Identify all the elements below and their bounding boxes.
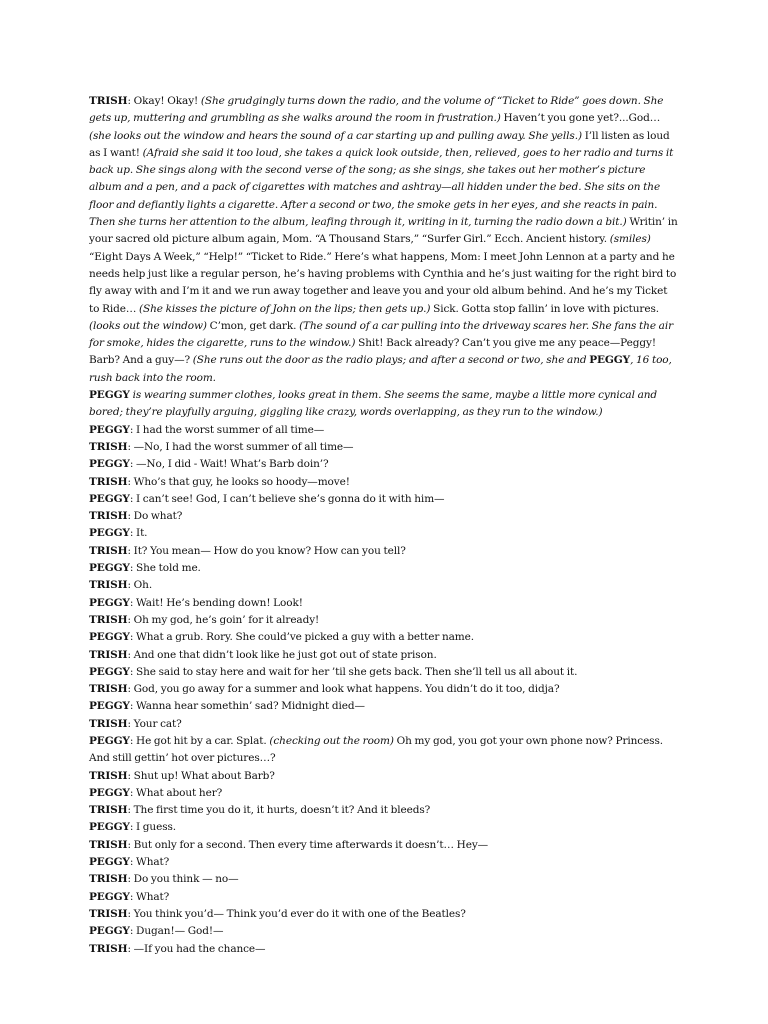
speaker-name: TRISH	[89, 95, 128, 107]
stage-direction-block	[89, 93, 679, 422]
dialogue-text: : She said to stay here and wait for her ’til she gets back. Then she’ll tell us all about it.	[129, 665, 578, 678]
dialogue-line	[89, 491, 679, 508]
dialogue-text: : She told me.	[129, 562, 201, 575]
dialogue-line	[89, 664, 679, 681]
dialogue-text: : Wait! He’s bending down! Look!	[129, 596, 303, 609]
speaker-name: TRISH	[89, 544, 128, 557]
dialogue-text: Shit! Back already? Can’t you give me any peace—Peggy! Barb? And a guy—?	[89, 337, 656, 367]
dialogue-text: : Wanna hear somethin’ sad? Midnight died—	[129, 700, 365, 713]
speaker-name: PEGGY	[89, 492, 130, 505]
speaker-name: PEGGY	[89, 562, 130, 575]
stage-direction: (checking out the room)	[269, 734, 394, 747]
intro-paragraph	[89, 387, 679, 422]
dialogue-text: : —If you had the chance—	[127, 942, 266, 955]
dialogue-text: : It? You mean— How do you know? How can you tell?	[127, 544, 406, 557]
speaker-name: TRISH	[89, 717, 128, 730]
dialogue-text: I’ll listen as loud as I want!	[89, 129, 670, 159]
dialogue-text: : Okay! Okay!	[127, 95, 201, 107]
speaker-name: PEGGY	[89, 458, 130, 471]
dialogue-text: Oh my god, you got your own phone now? Princess.	[393, 734, 663, 747]
dialogue-line	[89, 837, 679, 854]
dialogue-text: : But only for a second. Then every time afterwards it doesn’t… Hey—	[127, 838, 489, 851]
speaker-name: TRISH	[89, 769, 128, 782]
speaker-name: PEGGY	[89, 389, 130, 402]
speaker-name: PEGGY	[89, 821, 130, 834]
dialogue-text: And still gettin’ hot over pictures…?	[89, 752, 276, 765]
speaker-name: PEGGY	[589, 354, 631, 367]
dialogue-text: Haven’t you gone yet?...God…	[500, 112, 661, 125]
dialogue-text: Sick. Gotta stop fallin’ in love with pictures.	[430, 302, 659, 315]
dialogue-text: : I had the worst summer of all time—	[129, 423, 325, 436]
dialogue-line	[89, 508, 679, 525]
dialogue-line	[89, 941, 679, 958]
speaker-name: TRISH	[89, 648, 128, 661]
dialogue-line	[89, 698, 679, 715]
speaker-name: PEGGY	[89, 734, 130, 747]
dialogue-text: : What?	[129, 856, 170, 869]
stage-direction: (She kisses the picture of John on the lips; then gets up.)	[139, 302, 431, 315]
dialogue-line	[89, 543, 679, 560]
dialogue-line	[89, 595, 679, 612]
speaker-name: TRISH	[89, 613, 128, 626]
dialogue-line	[89, 647, 679, 664]
speaker-name: PEGGY	[89, 925, 130, 938]
dialogue-text: : What a grub. Rory. She could’ve picked a guy with a better name.	[129, 631, 475, 644]
dialogue-line	[89, 681, 679, 698]
stage-direction: (looks out the window)	[89, 319, 207, 332]
dialogue-text: : The first time you do it, it hurts, doesn’t it? And it bleeds?	[127, 804, 431, 817]
dialogue-text: : What?	[129, 890, 170, 903]
speaker-name: PEGGY	[89, 700, 130, 713]
dialogue-line	[89, 750, 679, 767]
speaker-name: TRISH	[89, 579, 128, 592]
speaker-name: TRISH	[89, 510, 128, 523]
dialogue-text: Writin’ in your sacred old picture album again, Mom. “A Thousand Stars,” “Surfer Girl.” Ecch. Ancient history.	[89, 216, 678, 246]
stage-direction: (Afraid she said it too loud, she takes a quick look outside, then, relieved, goes to her radio and turns it back up. She sings along with the second verse of the song; as she sings, she takes out her mother’s picture album and a pen, and a pack of cigarettes with matches and ashtray—all hidden under the bed. She sits on the floor and defiantly lights a cigarette. After a second or two, the smoke gets in her eyes, and she reacts in pain. Then she turns her attention to the album, leafing through it, writing in it, turning the radio down a bit.)	[89, 146, 674, 229]
dialogue-text: : What about her?	[129, 786, 223, 799]
dialogue-text: : I guess.	[129, 821, 177, 834]
dialogue-text: : —No, I had the worst summer of all time—	[127, 440, 354, 453]
dialogue-text: : And one that didn’t look like he just got out of state prison.	[127, 648, 437, 661]
speaker-name: PEGGY	[89, 527, 130, 540]
dialogue-line	[89, 612, 679, 629]
stage-direction: (smiles)	[609, 233, 651, 246]
stage-direction: is wearing summer clothes, looks great in them. She seems the same, maybe a little more cynical and bored; they’re playfully arguing, giggling like crazy, words overlapping, as they run to the window.)	[89, 389, 658, 419]
dialogue-line	[89, 577, 679, 594]
dialogue-text: : He got hit by a car. Splat.	[129, 734, 270, 747]
speaker-name: TRISH	[89, 907, 128, 920]
speaker-name: TRISH	[89, 873, 128, 886]
dialogue-line	[89, 629, 679, 646]
speaker-name: TRISH	[89, 683, 128, 696]
dialogue-text: : Your cat?	[127, 717, 182, 730]
stage-direction: (she looks out the window and hears the sound of a car starting up and pulling away. She yells.)	[89, 129, 582, 142]
dialogue-text: : God, you go away for a summer and look what happens. You didn’t do it too, didja?	[127, 683, 560, 696]
dialogue-text: “Eight Days A Week,” “Help!” “Ticket to Ride.” Here’s what happens, Mom: I meet John Lennon at a party and he needs help just like a regular person, he’s having problems with Cynthia and he’s just waiting for the right bird to fly away with and I’m it and we run away together and leave you and your old album behind. And he’s my Ticket to Ride…	[89, 250, 677, 315]
dialogue-line	[89, 560, 679, 577]
script-page	[89, 93, 679, 958]
speaker-name: TRISH	[89, 804, 128, 817]
dialogue-line	[89, 422, 679, 439]
dialogue-line	[89, 802, 679, 819]
speaker-name: PEGGY	[89, 665, 130, 678]
dialogue-text: : Oh my god, he’s goin’ for it already!	[127, 613, 320, 626]
speaker-name: TRISH	[89, 475, 128, 488]
dialogue-line	[89, 456, 679, 473]
speaker-name: PEGGY	[89, 890, 130, 903]
dialogue-text: : —No, I did - Wait! What’s Barb doin’?	[129, 458, 329, 471]
dialogue-text: : Oh.	[127, 579, 153, 592]
dialogue-text: : I can’t see! God, I can’t believe she’s gonna do it with him—	[129, 492, 445, 505]
speaker-name: PEGGY	[89, 596, 130, 609]
stage-direction: , 16 too, rush back into the room.	[89, 354, 672, 384]
speaker-name: PEGGY	[89, 631, 130, 644]
dialogue-line	[89, 716, 679, 733]
dialogue-line	[89, 819, 679, 836]
dialogue-line	[89, 785, 679, 802]
dialogue-line	[89, 871, 679, 888]
stage-direction: (She grudgingly turns down the radio, and the volume of “Ticket to Ride” goes down. She gets up, muttering and grumbling as she walks around the room in frustration.)	[89, 95, 664, 125]
dialogue-line	[89, 768, 679, 785]
dialogue-text: : Shut up! What about Barb?	[127, 769, 275, 782]
speaker-name: PEGGY	[89, 856, 130, 869]
dialogue-text: : Do what?	[127, 510, 183, 523]
dialogue-line	[89, 923, 679, 940]
dialogue-line	[89, 906, 679, 923]
dialogue-text: : Dugan!— God!—	[129, 925, 224, 938]
dialogue-line	[89, 889, 679, 906]
intro-paragraph	[89, 93, 679, 387]
dialogue-line	[89, 474, 679, 491]
stage-direction: (The sound of a car pulling into the driveway scares her. She fans the air for smoke, hides the cigarette, runs to the window.)	[89, 319, 674, 350]
speaker-name: TRISH	[89, 942, 128, 955]
dialogue-line	[89, 439, 679, 456]
dialogue-line	[89, 733, 679, 750]
dialogue-text: : It.	[129, 527, 148, 540]
stage-direction: (She runs out the door as the radio plays; and after a second or two, she and	[192, 354, 590, 367]
speaker-name: TRISH	[89, 838, 128, 851]
dialogue-text: : Do you think — no—	[127, 873, 239, 886]
speaker-name: TRISH	[89, 440, 128, 453]
dialogue-line	[89, 525, 679, 542]
speaker-name: PEGGY	[89, 423, 130, 436]
dialogue-block	[89, 422, 679, 958]
speaker-name: PEGGY	[89, 786, 130, 799]
dialogue-text: : Who’s that guy, he looks so hoody—move!	[127, 475, 350, 488]
dialogue-text: C’mon, get dark.	[206, 319, 300, 332]
dialogue-line	[89, 854, 679, 871]
dialogue-text: : You think you’d— Think you’d ever do it with one of the Beatles?	[127, 907, 466, 920]
